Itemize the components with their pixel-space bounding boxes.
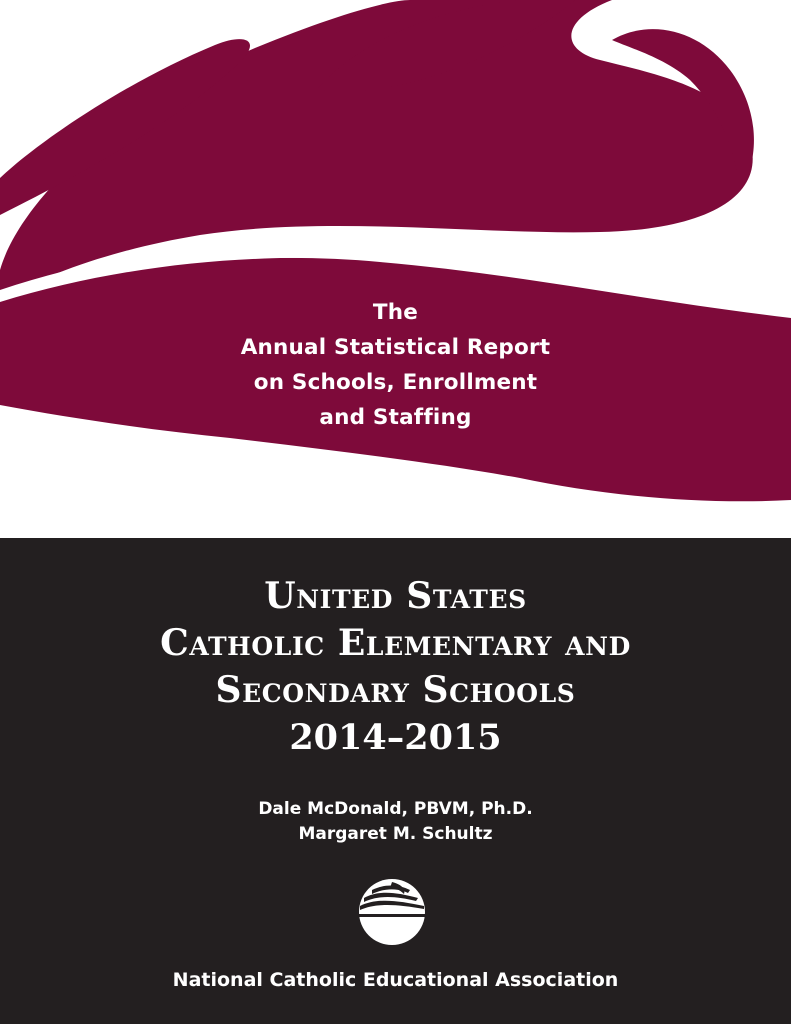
subtitle-line-1: The (372, 300, 419, 325)
organization-name: National Catholic Educational Association (172, 969, 619, 991)
subtitle-line-4: and Staffing (319, 405, 472, 430)
title-line-1: United States (264, 575, 527, 617)
report-title (0, 573, 791, 761)
title-line-2: Catholic Elementary and (160, 622, 631, 664)
title-year: 2014–2015 (289, 717, 502, 758)
author-list (0, 797, 791, 847)
ncea-flame-logo-icon (356, 876, 428, 948)
author-name: Margaret M. Schultz (298, 824, 493, 844)
subtitle-line-3: on Schools, Enrollment (253, 370, 538, 395)
subtitle-line-2: Annual Statistical Report (240, 335, 551, 360)
report-subtitle (0, 295, 791, 435)
title-line-3: Secondary Schools (215, 669, 576, 711)
author-name: Dale McDonald, PBVM, Ph.D. (258, 799, 533, 819)
